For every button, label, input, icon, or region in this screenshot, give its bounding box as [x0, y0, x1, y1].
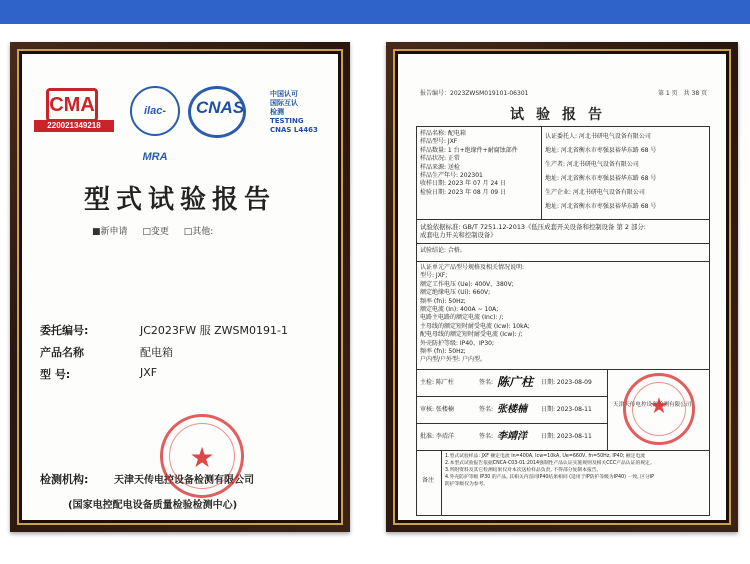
signer-1-sign-label: 签名: [479, 379, 494, 386]
testing-org-name: 天津天传电控设备检测有限公司 [114, 475, 254, 486]
testing-org-subtitle: (国家电控配电设备质量检验检测中心) [68, 500, 238, 511]
check-change: □变更 [142, 227, 169, 237]
signer-1-role: 主检: 陈广柱 [420, 379, 454, 386]
row-model: 型 号: JXF [40, 366, 158, 381]
client-info-list: 认证委托人: 河北书研电气设备有限公司 地址: 河北省衡水市枣强县裕华东路 68 号 生产者: 河北书研电气设备有限公司 地址: 河北省衡水市枣强县裕华东路 68 号 生产企业: 河北书研电气设备有限公司 地址: 河北省衡水市枣强县裕华东路 68 号 [545, 133, 657, 210]
red-seal-stamp: ★ [623, 373, 695, 445]
check-new: ■新申请 [92, 227, 128, 237]
accreditation-logos [42, 84, 322, 163]
signer-2-signature: 张楼楠 [497, 404, 527, 415]
cnas-logo [188, 86, 328, 136]
spec-description: 认证单元产品型号规格及相关情况说明: 型号: JXF; 额定工作电压 (Ue): 400V、380V; 额定绝缘电压 (Ui): 660V; 频率 (fn): 50Hz; 额定电流 (In): 400A ~ 10A; 电路主电路的额定电流 (Inc): /; 主母线的额定短时耐受电流 (Icw): 10kA; 配电母线的额定短时耐受电流 (Icw): /; 外壳防护等级: IP40、IP30; 频率 (fn): 50Hz; 户内型/户外型: 户内型。 [420, 264, 530, 364]
test-report-page [398, 54, 726, 520]
ilac-mra-text: ilac-MRA [130, 86, 180, 136]
signer-1-signature: 陈广柱 [497, 375, 534, 389]
cma-logo-text: CMA [46, 88, 98, 122]
signer-2-role: 审核: 张楼楠 [420, 406, 454, 413]
signer-3-date: 日期: 2023-08-11 [541, 433, 592, 440]
remark-label: 备注 [422, 477, 435, 484]
cnas-side-text: 中国认可 国际互认 检测 TESTING CNAS L4463 [270, 90, 318, 134]
signer-3-sign-label: 签名: [479, 433, 494, 440]
report-title: 型式试验报告 [83, 185, 276, 215]
application-type-checks [92, 224, 225, 237]
red-seal-stamp: ★ [160, 414, 244, 498]
sample-info-list: 样品名称: 配电箱 样品型号: JXF 样品数量: 1 台+绝缘件+耐腐蚀部件 样品状况: 正常 样品来源: 送检 样品生产年号: 202301 收样日期: 2023 年 07 月 24 日 检验日期: 2023 年 08 月 09 日 [420, 130, 518, 196]
cnas-logo-text: CNAS [196, 98, 245, 117]
left-certificate-frame [10, 42, 350, 532]
certificate-cover-page [22, 54, 338, 520]
signer-2-date: 日期: 2023-08-11 [541, 406, 592, 413]
right-report-frame [386, 42, 738, 532]
report-number: 报告编号：2023ZWSM019101-06301 [420, 90, 529, 97]
signer-3-role: 批准: 李靖洋 [420, 433, 454, 440]
cma-logo [42, 84, 101, 144]
remarks-list: 1.型式试验样品: JXF 额定电流 In=400A, Icw=10kA, Ue=660V, fn=50Hz, IP40; 额定电流 2.本型式试验报告依据CNCA-C03-01:2014强制性产品认证实施规则及相关CCC产品认证的规定。 3.所附资料及其它检测结果仅对本次送检样品负责, 不得部分复制本报告。 4.外壳防护等级 IP30 的产品, 其相关内容同IP40结果相同 (适用于IP防护等级为IP40) 一致, 区分IP 防护等级仅为参考。 [445, 454, 655, 487]
check-other: □其他: [183, 227, 214, 237]
report-heading: 试验报告 [510, 107, 614, 123]
cma-number: 220021349218 [34, 120, 114, 132]
row-commission-no: 委托编号: JC2023FW 服 ZWSM0191-1 [40, 324, 288, 337]
row-product-name: 产品名称 配电箱 [40, 346, 173, 359]
test-conclusion: 试验结论: 合格。 [420, 247, 466, 254]
seal-org-text: 天津天传电控设备检测有限公司 [613, 402, 692, 408]
ilac-mra-logo [130, 86, 180, 163]
signer-3-signature: 李靖洋 [497, 431, 527, 442]
top-banner [0, 0, 750, 24]
testing-org-label: 检测机构: [40, 473, 89, 486]
page-indicator: 第 1 页 共 38 页 [658, 90, 708, 97]
signer-1-date: 日期: 2023-08-09 [541, 379, 592, 386]
test-standard: 试验依据标准: GB/T 7251.12-2013《低压成套开关设备和控制设备 第 2 部分: 成套电力开关和控制设备》 [420, 223, 646, 240]
report-table [416, 126, 710, 516]
signer-2-sign-label: 签名: [479, 406, 494, 413]
